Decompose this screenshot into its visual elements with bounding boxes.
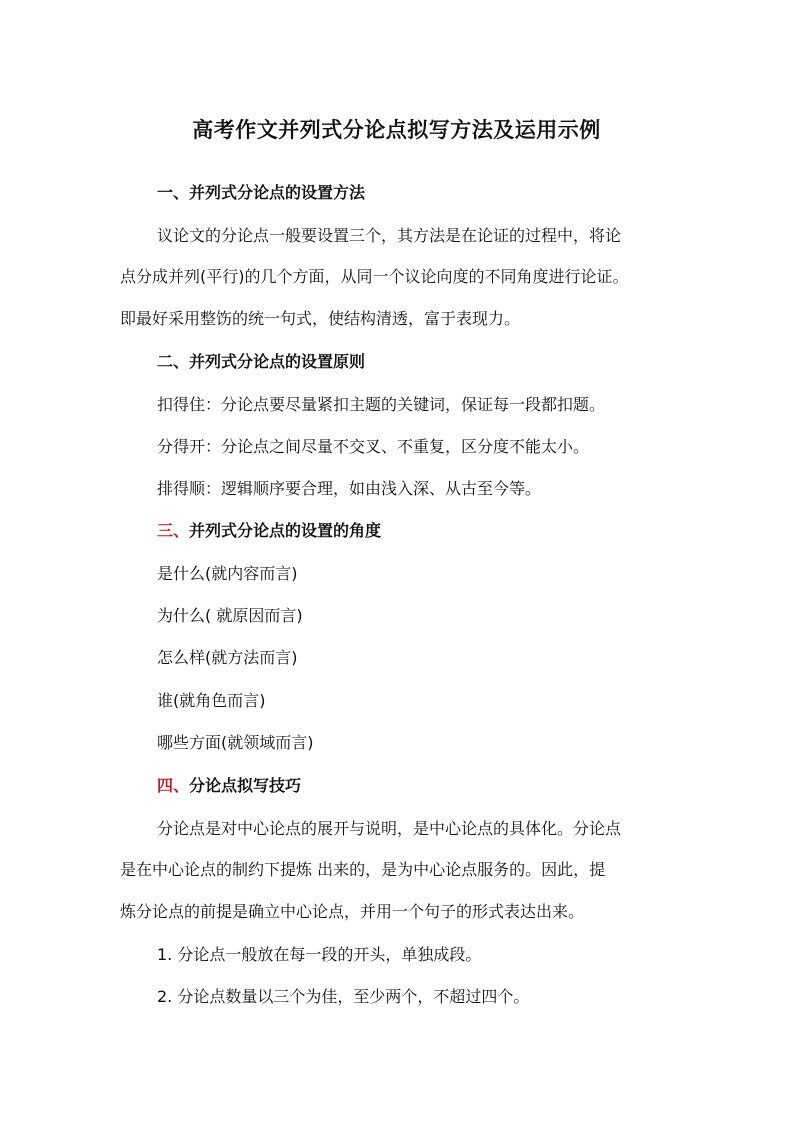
section4-heading [157, 774, 301, 798]
section3-heading [157, 519, 381, 543]
section4-heading-text: 分论点拟写技巧 [189, 776, 302, 795]
section1-para-line-3: 即最好采用整饬的统一句式，使结构清透，富于表现力。 [120, 309, 521, 328]
section2-item-3: 排得顺：逻辑顺序要合理，如由浅入深、从古至今等。 [157, 479, 542, 498]
section3-heading-text: 并列式分论点的设置的角度 [189, 521, 382, 540]
section3-item-3: 怎么样(就方法而言) [157, 648, 298, 667]
section3-item-1: 是什么(就内容而言) [157, 564, 298, 583]
section2-item-2: 分得开：分论点之间尽量不交叉、不重复，区分度不能太小。 [157, 437, 590, 456]
section3-item-5: 哪些方面(就领域而言) [157, 733, 314, 752]
section3-item-4: 谁(就角色而言) [157, 691, 266, 710]
section1-para-line-1: 议论文的分论点一般要设置三个，其方法是在论证的过程中，将论 [157, 226, 622, 245]
section1-para-line-2: 点分成并列(平行)的几个方面，从同一个议论向度的不同角度进行论证。 [120, 267, 629, 286]
section4-para-line-3: 炼分论点的前提是确立中心论点，并用一个句子的形式表达出来。 [120, 902, 585, 921]
section4-point-2: 2. 分论点数量以三个为佳，至少两个，不超过四个。 [157, 987, 530, 1006]
section2-heading: 二、并列式分论点的设置原则 [157, 352, 366, 371]
section2-item-1: 扣得住：分论点要尽量紧扣主题的关键词，保证每一段都扣题。 [157, 395, 606, 414]
section3-heading-number: 三、 [157, 521, 190, 540]
section4-point-1: 1. 分论点一般放在每一段的开头，单独成段。 [157, 945, 482, 964]
section4-para-line-1: 分论点是对中心论点的展开与说明，是中心论点的具体化。分论点 [157, 819, 622, 838]
section4-para-line-2: 是在中心论点的制约下提炼 出来的，是为中心论点服务的。因此，提 [120, 860, 606, 879]
section1-heading: 一、并列式分论点的设置方法 [157, 183, 366, 202]
document-title: 高考作文并列式分论点拟写方法及运用示例 [192, 118, 601, 142]
section4-heading-number: 四、 [157, 776, 190, 795]
section3-item-2: 为什么( 就原因而言) [157, 606, 303, 625]
